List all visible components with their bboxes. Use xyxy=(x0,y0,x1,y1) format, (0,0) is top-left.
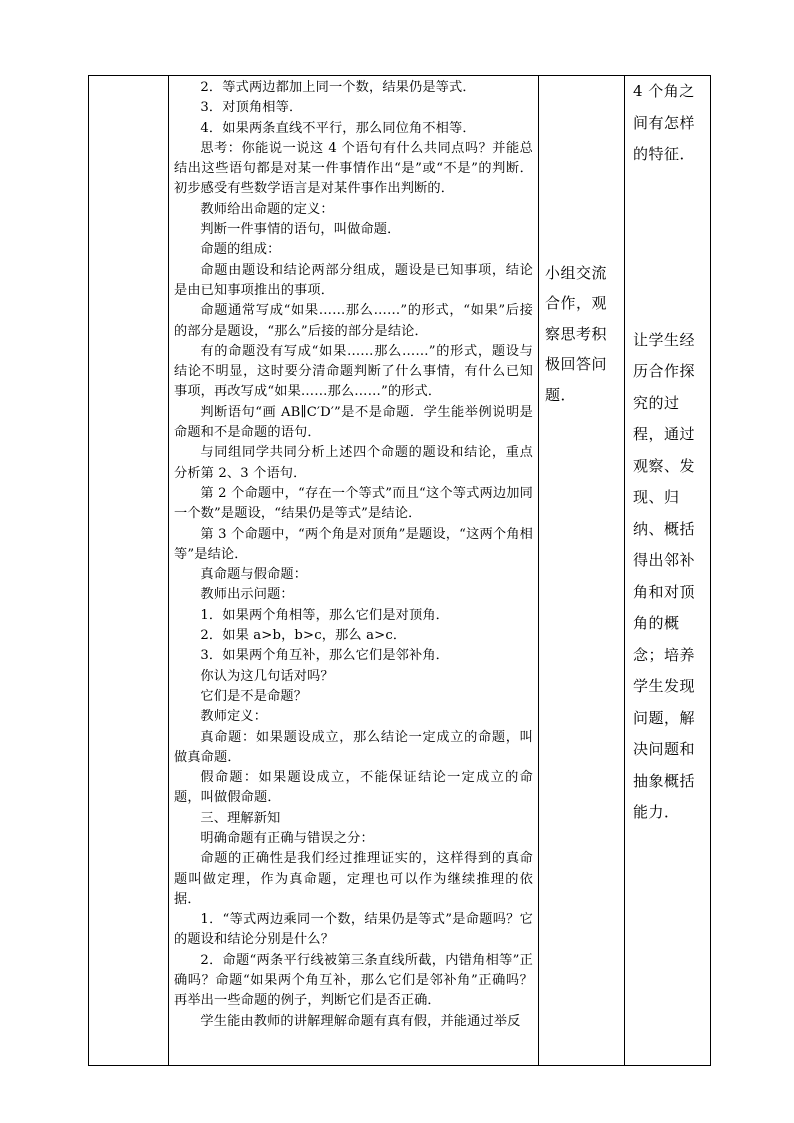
design-intent-text xyxy=(625,76,710,829)
paragraph: 4．如果两条直线不平行，那么同位角不相等． xyxy=(200,120,476,136)
paragraph: 判断语句“画 AB∥C′D′”是不是命题．学生能举例说明是命题和不是命题的语句． xyxy=(174,404,533,441)
design-intent-cell xyxy=(625,76,711,1066)
lesson-table-row xyxy=(89,76,711,1066)
paragraph: 命题的组成： xyxy=(200,242,281,258)
stage-cell xyxy=(89,76,169,1066)
paragraph: 1．如果两个角相等，那么它们是对顶角． xyxy=(200,607,450,623)
paragraph: 1．“等式两边乘同一个数，结果仍是等式”是命题吗？它的题设和结论分别是什么？ xyxy=(174,912,533,948)
paragraph: 2．命题“两条平行线被第三条直线所截，内错角相等”正确吗？命题“如果两个角互补，那么它们是邻补角”正确吗？再举出一些命题的例子，判断它们是否正确． xyxy=(174,952,533,1009)
student-activity-cell xyxy=(539,76,625,1066)
paragraph: 真命题：如果题设成立，那么结论一定成立的命题，叫做真命题． xyxy=(174,729,533,765)
design-intent-part2: 让学生经历合作探究的过程，通过观察、发现、归纳、概括得出邻补角和对顶角的概念；培养学生发现问题，解决问题和抽象概括能力． xyxy=(633,330,696,821)
paragraph: 教师给出命题的定义： xyxy=(200,201,334,217)
paragraph: 3．对顶角相等． xyxy=(200,100,303,116)
paragraph: 第 3 个命题中，“两个角是对顶角”是题设，“这两个角相等”是结论． xyxy=(174,526,533,562)
paragraph: 3．如果两个角互补，那么它们是邻补角． xyxy=(200,648,450,664)
paragraph: 第 2 个命题中，“存在一个等式”而且“这个等式两边加同一个数”是题设，“结果仍是等式”是结论． xyxy=(174,485,533,522)
design-intent-part1: 4 个角之间有怎样的特征． xyxy=(633,82,696,163)
paragraph: 真命题与假命题： xyxy=(200,567,308,583)
paragraph: 教师出示问题： xyxy=(200,587,294,603)
paragraph: 明确命题有正确与错误之分： xyxy=(200,830,374,846)
paragraph: 与同组同学共同分析上述四个命题的题设和结论，重点分析第 2、3 个语句． xyxy=(174,445,533,481)
paragraph: 有的命题没有写成“如果……那么……”的形式，题设与结论不明显，这时要分清命题判断了什么事情，有什么已知事项，再改写成“如果……那么……”的形式． xyxy=(174,343,533,400)
paragraph: 判断一件事情的语句，叫做命题． xyxy=(200,222,401,238)
paragraph: 你认为这几句话对吗？ xyxy=(200,668,334,684)
paragraph: 教师定义： xyxy=(200,709,268,725)
paragraph: 假命题：如果题设成立，不能保证结论一定成立的命题，叫做假命题． xyxy=(174,770,533,806)
paragraph: 2．如果 a>b，b>c，那么 a>c． xyxy=(200,628,407,644)
paragraph: 命题由题设和结论两部分组成，题设是已知事项，结论是由已知事项推出的事项． xyxy=(174,262,533,298)
student-activity-text: 小组交流合作，观察思考积极回答问题． xyxy=(545,264,608,404)
paragraph: 命题通常写成“如果……那么……”的形式，“如果”后接的部分是题设，“那么”后接的部分是结论． xyxy=(174,303,533,339)
paragraph: 2．等式两边都加上同一个数，结果仍是等式． xyxy=(200,80,476,95)
paragraph: 命题的正确性是我们经过推理证实的，这样得到的真命题叫做定理，作为真命题，定理也可以作为继续推理的依据． xyxy=(174,851,533,907)
paragraph: 思考：你能说一说这 4 个语句有什么共同点吗？并能总结出这些语句都是对某一件事情作出“是”或“不是”的判断．初步感受有些数学语言是对某件事作出判断的． xyxy=(174,140,533,197)
paragraph: 三、理解新知 xyxy=(200,810,281,826)
teaching-process-text xyxy=(169,76,538,1032)
paragraph: 它们是不是命题？ xyxy=(200,688,308,704)
paragraph: 学生能由教师的讲解理解命题有真有假，并能通过举反 xyxy=(200,1013,521,1029)
lesson-table xyxy=(88,75,711,1066)
teaching-process-cell xyxy=(169,76,539,1066)
